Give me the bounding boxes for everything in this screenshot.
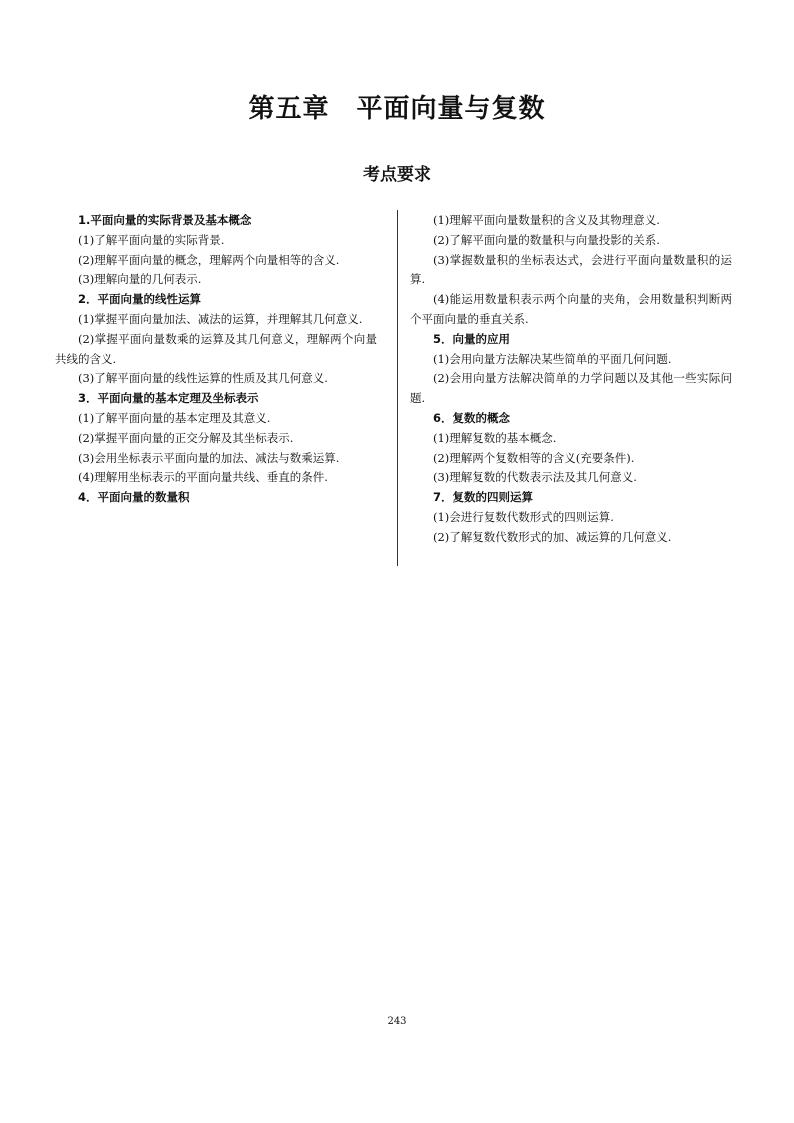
requirement-item: (3)掌握数量积的坐标表达式，会进行平面向量数量积的运算. bbox=[410, 252, 732, 287]
requirement-item: (2)了解复数代数形式的加、减运算的几何意义. bbox=[433, 529, 672, 544]
requirement-item: (1)理解复数的基本概念. bbox=[433, 430, 557, 445]
chapter-title: 第五章 平面向量与复数 bbox=[248, 94, 546, 124]
requirement-item: (2)理解平面向量的概念，理解两个向量相等的含义. bbox=[78, 252, 340, 267]
requirement-item: (1)会用向量方法解决某些简单的平面几何问题. bbox=[433, 351, 672, 366]
requirement-item: (4)理解用坐标表示的平面向量共线、垂直的条件. bbox=[78, 470, 328, 485]
requirement-heading: 3．平面向量的基本定理及坐标表示 bbox=[78, 391, 259, 406]
requirement-heading: 6．复数的概念 bbox=[433, 410, 511, 425]
requirement-item: (3)会用坐标表示平面向量的加法、减法与数乘运算. bbox=[78, 450, 340, 465]
requirement-item: (1)掌握平面向量加法、减法的运算，并理解其几何意义. bbox=[78, 311, 363, 326]
requirement-heading: 1.平面向量的实际背景及基本概念 bbox=[78, 213, 252, 227]
requirement-item: (2)掌握平面向量数乘的运算及其几何意义，理解两个向量共线的含义. bbox=[55, 331, 377, 366]
requirement-heading: 5．向量的应用 bbox=[433, 331, 511, 346]
requirement-heading: 4．平面向量的数量积 bbox=[78, 490, 190, 505]
requirement-item: (2)会用向量方法解决简单的力学问题以及其他一些实际问题. bbox=[410, 371, 732, 406]
requirement-item: (1)理解平面向量数量积的含义及其物理意义. bbox=[433, 213, 660, 227]
requirement-heading: 2．平面向量的线性运算 bbox=[78, 292, 202, 307]
right-column bbox=[410, 211, 732, 548]
requirement-item: (2)理解两个复数相等的含义(充要条件). bbox=[433, 450, 635, 465]
requirement-item: (2)了解平面向量的数量积与向量投影的关系. bbox=[433, 232, 660, 247]
section-title: 考点要求 bbox=[363, 165, 431, 185]
requirement-item: (1)了解平面向量的基本定理及其意义. bbox=[78, 410, 271, 425]
page-number: 243 bbox=[387, 1016, 407, 1027]
requirement-item: (4)能运用数量积表示两个向量的夹角，会用数量积判断两个平面向量的垂直关系. bbox=[410, 292, 732, 326]
requirement-item: (1)了解平面向量的实际背景. bbox=[78, 232, 225, 247]
requirement-item: (3)理解向量的几何表示. bbox=[78, 272, 202, 287]
column-divider bbox=[397, 210, 398, 566]
requirement-item: (3)理解复数的代数表示法及其几何意义. bbox=[433, 470, 637, 485]
left-column bbox=[55, 211, 377, 508]
requirement-item: (2)掌握平面向量的正交分解及其坐标表示. bbox=[78, 430, 294, 445]
requirement-item: (1)会进行复数代数形式的四则运算. bbox=[433, 509, 614, 524]
requirement-heading: 7．复数的四则运算 bbox=[433, 490, 534, 505]
requirement-item: (3)了解平面向量的线性运算的性质及其几何意义. bbox=[78, 371, 328, 386]
